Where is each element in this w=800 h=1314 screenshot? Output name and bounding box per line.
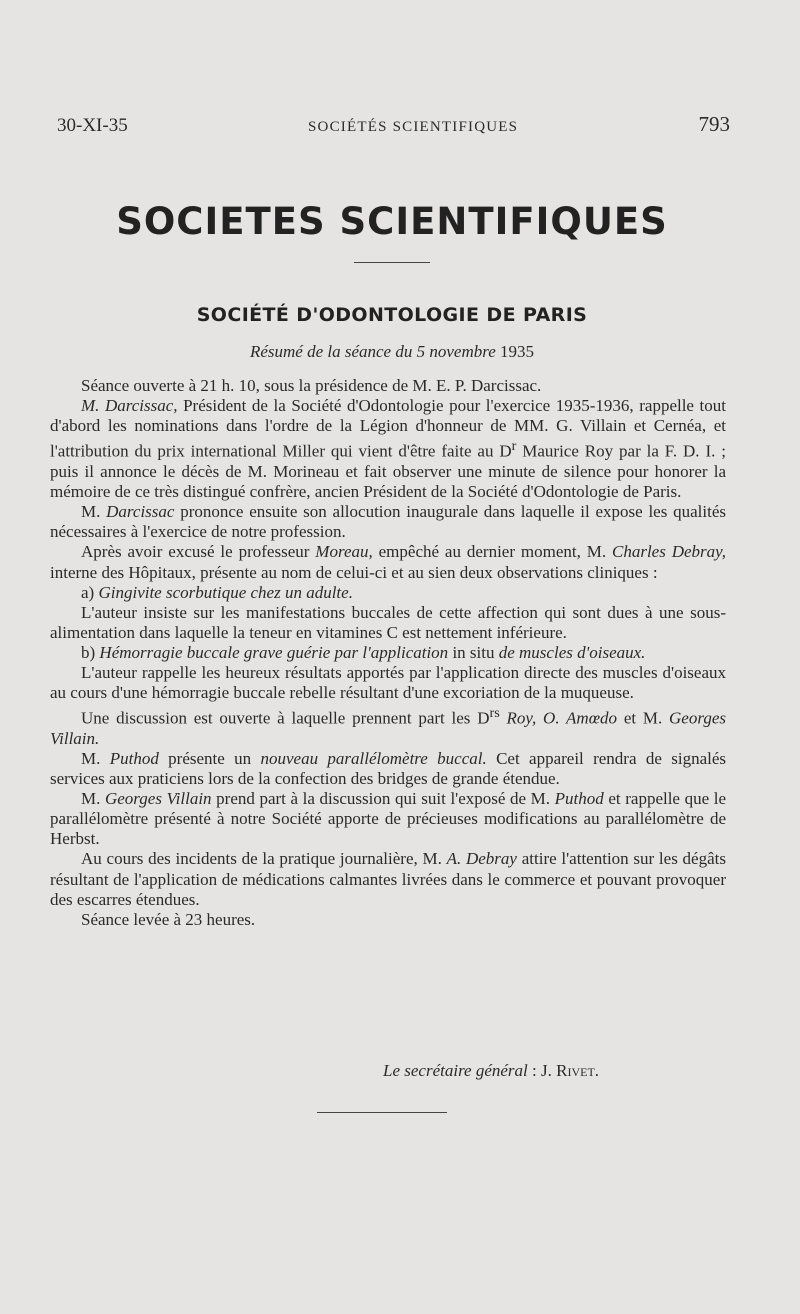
- society-heading: SOCIÉTÉ D'ODONTOLOGIE DE PARIS: [196, 304, 588, 326]
- paragraph-president: [50, 396, 726, 502]
- title-divider: [354, 262, 430, 263]
- person-name: Roy, O. Amœdo: [499, 708, 618, 728]
- person-name: Puthod: [554, 789, 604, 809]
- paragraph-villain: [50, 789, 726, 849]
- paragraph-text: M.: [81, 749, 110, 768]
- paragraph-observations: [50, 542, 726, 582]
- page-title: SOCIETES SCIENTIFIQUES: [116, 200, 668, 243]
- signature: [383, 1061, 599, 1081]
- paragraph-text: Président de la Société d'Odontologie pour l'exercice 1935-1936, rappelle tout d'abord les nominations dans l'ordre de la Légion d'honneur de MM. G. Villain et Cernéa, et l'attribution du prix international Miller qui vient d'être faite au D: [50, 396, 726, 461]
- paragraph-text: prend part à la discussion qui suit l'exposé de M.: [211, 789, 555, 809]
- paragraph-text: et M.: [617, 708, 670, 728]
- paragraph-allocution: [50, 502, 726, 542]
- paragraph-text: prononce ensuite son allocution inaugurale dans laquelle il expose les qualités nécessaires à l'exercice de notre profession.: [50, 502, 726, 542]
- paragraph-text: Une discussion est ouverte à laquelle prennent part les D: [81, 708, 490, 728]
- session-subtitle-text: Résumé de la séance du 5 novembre: [249, 342, 496, 361]
- signature-role: Le secrétaire général: [383, 1061, 528, 1080]
- signature-name: J. Rivet.: [541, 1061, 600, 1080]
- superscript: rs: [489, 705, 500, 722]
- paragraph-discussion: [50, 703, 726, 749]
- person-name: A. Debray: [446, 849, 517, 869]
- device-name: nouveau parallélomètre buccal.: [260, 749, 487, 768]
- paragraph-text: M.: [81, 789, 105, 809]
- person-name: Moreau,: [315, 542, 373, 562]
- paragraph-case-b-desc: [50, 663, 726, 703]
- paragraph-text: L'auteur rappelle les heureux résultats apportés par l'application directe des muscles d'oiseaux au cours d'une hémorragie buccale rebelle résultant d'une excoriation de la muqueuse.: [50, 662, 726, 703]
- paragraph-text: Séance ouverte à 21 h. 10, sous la présidence de M. E. P. Darcissac.: [81, 376, 542, 395]
- session-subtitle: [0, 342, 784, 362]
- person-name: Puthod: [109, 749, 159, 768]
- page-number: 793: [698, 112, 730, 136]
- paragraph-text: M.: [81, 502, 107, 522]
- paragraph-text: Cet appareil rendra de signalés services aux praticiens lors de la confection des bridges de grande étendue.: [50, 749, 727, 789]
- paragraph-text: in situ: [448, 642, 499, 662]
- header-date: 30-XI-35: [57, 115, 128, 136]
- article-body: [50, 376, 726, 930]
- end-divider: [317, 1112, 447, 1113]
- session-year: 1935: [500, 342, 535, 361]
- paragraph-text: attire l'attention sur les dégâts résultant de l'application de médications calmantes livrées dans le commerce et pouvant provoquer des escarres étendues.: [50, 849, 726, 909]
- paragraph-case-b: [50, 643, 726, 663]
- person-name: M. Darcissac,: [81, 396, 178, 416]
- paragraph-text: empêché au dernier moment, M.: [372, 542, 612, 562]
- signature-separator: :: [527, 1061, 542, 1080]
- person-name: Darcissac: [106, 502, 175, 522]
- case-title: Gingivite scorbutique chez un adulte.: [98, 582, 353, 602]
- paragraph-text: Au cours des incidents de la pratique journalière, M.: [81, 849, 447, 869]
- person-name: Georges Villain.: [50, 708, 726, 748]
- paragraph-closing: [50, 910, 726, 930]
- header-section: SOCIÉTÉS SCIENTIFIQUES: [308, 119, 519, 135]
- paragraph-incidents: [50, 849, 726, 909]
- superscript: r: [511, 438, 517, 455]
- paragraph-case-a: [50, 583, 726, 603]
- running-head: [57, 112, 730, 137]
- case-title: de muscles d'oiseaux.: [498, 642, 646, 662]
- paragraph-text: L'auteur insiste sur les manifestations buccales de cette affection qui sont dues à une sous-alimentation dans laquelle la teneur en vitamines C est nettement inférieure.: [50, 602, 726, 642]
- person-name: Georges Villain: [104, 789, 212, 809]
- person-name: Charles Debray,: [611, 542, 727, 562]
- paragraph-text: interne des Hôpitaux, présente au nom de celui-ci et au sien deux observations cliniques :: [50, 562, 658, 582]
- paragraph-opening: [50, 376, 726, 396]
- paragraph-puthod: [50, 749, 726, 789]
- paragraph-text: et rappelle que le parallélomètre présenté à notre Société apporte de précieuses modifications au parallélomètre de Herbst.: [50, 789, 726, 849]
- list-marker: a): [81, 582, 99, 602]
- paragraph-text: Maurice Roy par la F. D. I. ; puis il annonce le décès de M. Morineau et fait observer une minute de silence pour honorer la mémoire de ce très distingué confrère, ancien Président de la Société d'Odontologie de Paris.: [50, 441, 726, 502]
- paragraph-text: présente un: [158, 749, 261, 768]
- paragraph-text: Séance levée à 23 heures.: [81, 909, 256, 929]
- paragraph-text: Après avoir excusé le professeur: [81, 542, 316, 562]
- list-marker: b): [81, 642, 100, 662]
- paragraph-case-a-desc: [50, 603, 726, 643]
- case-title: Hémorragie buccale grave guérie par l'application: [99, 642, 449, 662]
